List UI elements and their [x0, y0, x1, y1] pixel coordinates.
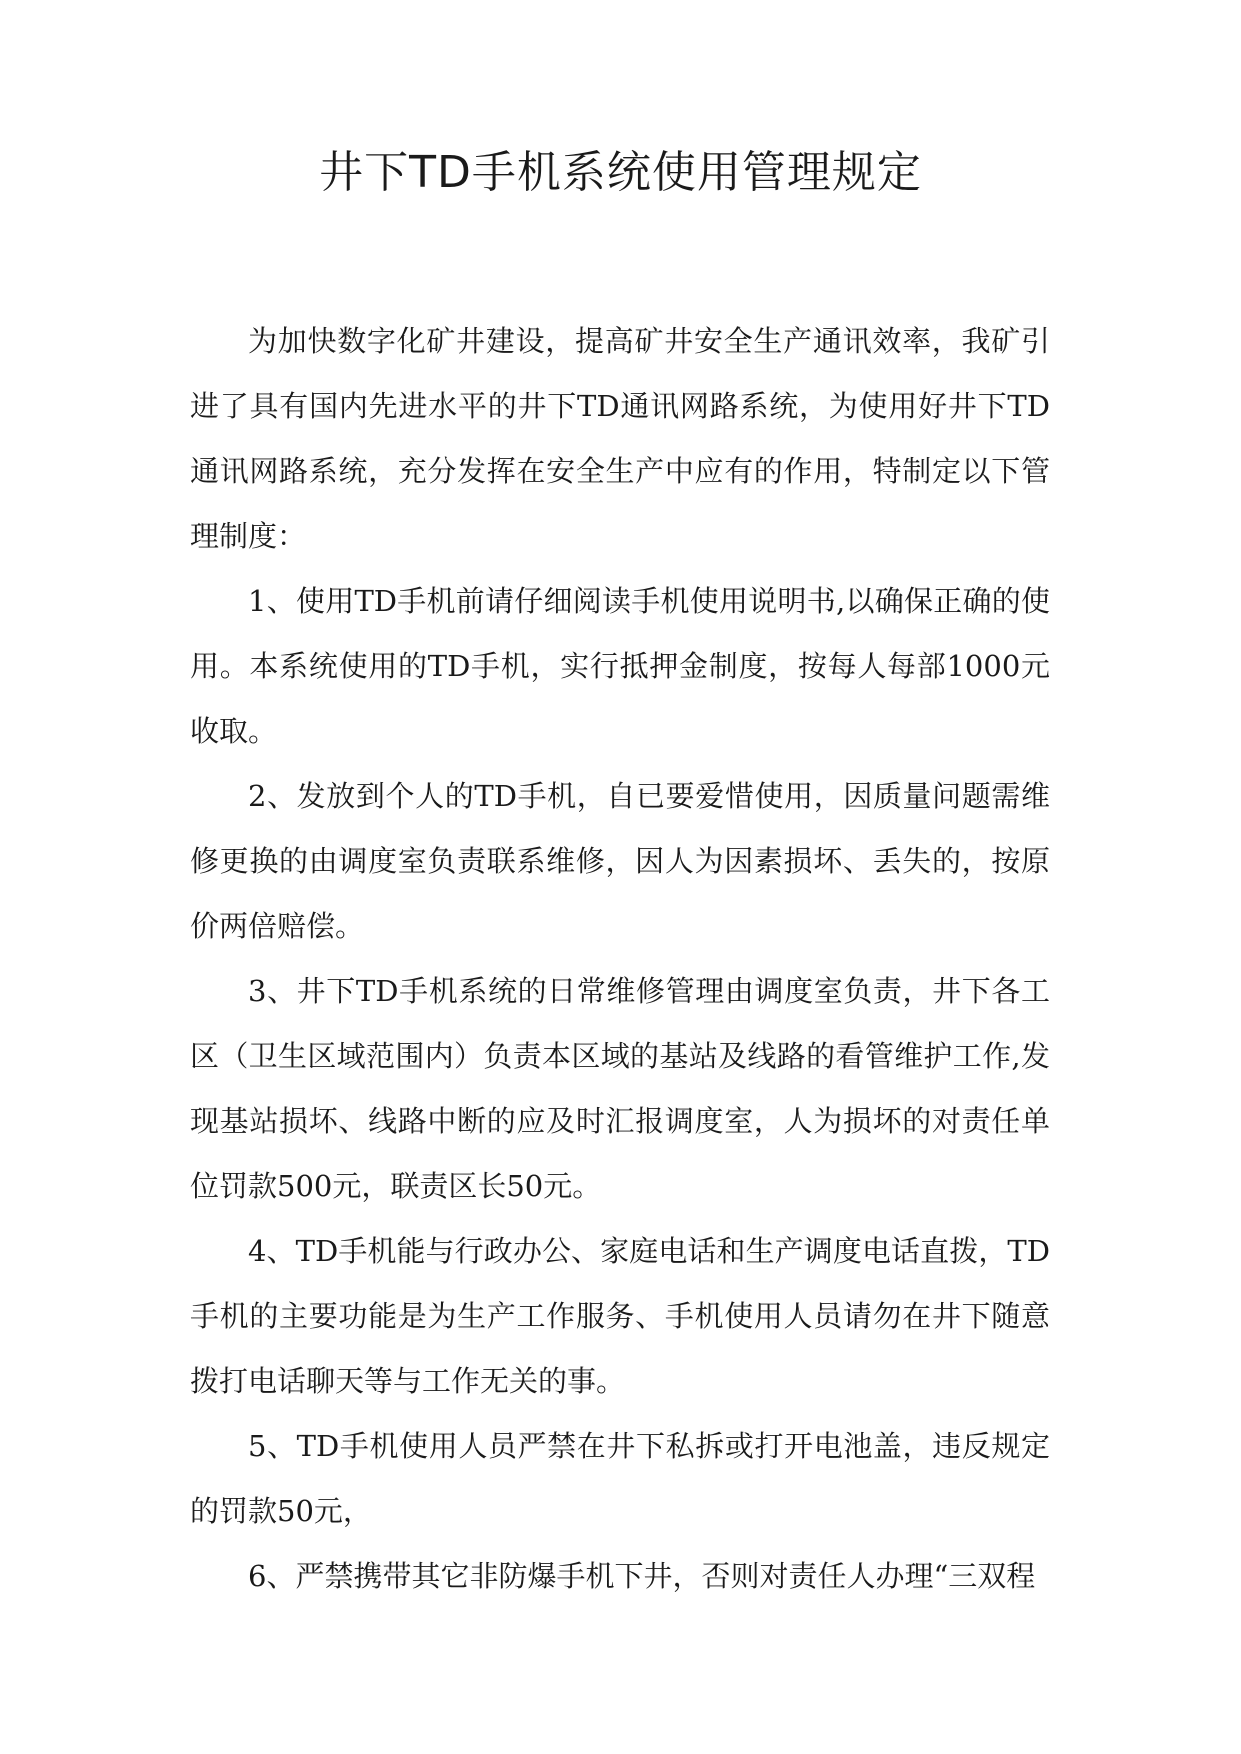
rule-3-paragraph: 3、井下TD手机系统的日常维修管理由调度室负责，井下各工区（卫生区域范围内）负责本区域的基站及线路的看管维护工作,发现基站损坏、线路中断的应及时汇报调度室，人为损坏的对责任单位罚款500元，联责区长50元。	[190, 974, 1050, 1203]
rule-5-paragraph: 5、TD手机使用人员严禁在井下私拆或打开电池盖，违反规定的罚款50元，	[190, 1429, 1050, 1528]
rule-1-paragraph: 1、使用TD手机前请仔细阅读手机使用说明书,以确保正确的使用。本系统使用的TD手机，实行抵押金制度，按每人每部1000元收取。	[190, 584, 1050, 748]
document-title: 井下TD手机系统使用管理规定	[319, 147, 922, 198]
intro-paragraph: 为加快数字化矿井建设，提高矿井安全生产通讯效率，我矿引进了具有国内先进水平的井下TD通讯网路系统，为使用好井下TD通讯网路系统，充分发挥在安全生产中应有的作用，特制定以下管理制度：	[190, 324, 1050, 553]
rule-6-paragraph: 6、严禁携带其它非防爆手机下井，否则对责任人办理“三双程	[248, 1559, 1036, 1593]
rule-2-paragraph: 2、发放到个人的TD手机，自已要爱惜使用，因质量问题需维修更换的由调度室负责联系维修，因人为因素损坏、丢失的，按原价两倍赔偿。	[190, 779, 1050, 943]
rule-4-paragraph: 4、TD手机能与行政办公、家庭电话和生产调度电话直拨，TD手机的主要功能是为生产工作服务、手机使用人员请勿在井下随意拨打电话聊天等与工作无关的事。	[190, 1234, 1050, 1398]
document-body	[190, 309, 1050, 1609]
